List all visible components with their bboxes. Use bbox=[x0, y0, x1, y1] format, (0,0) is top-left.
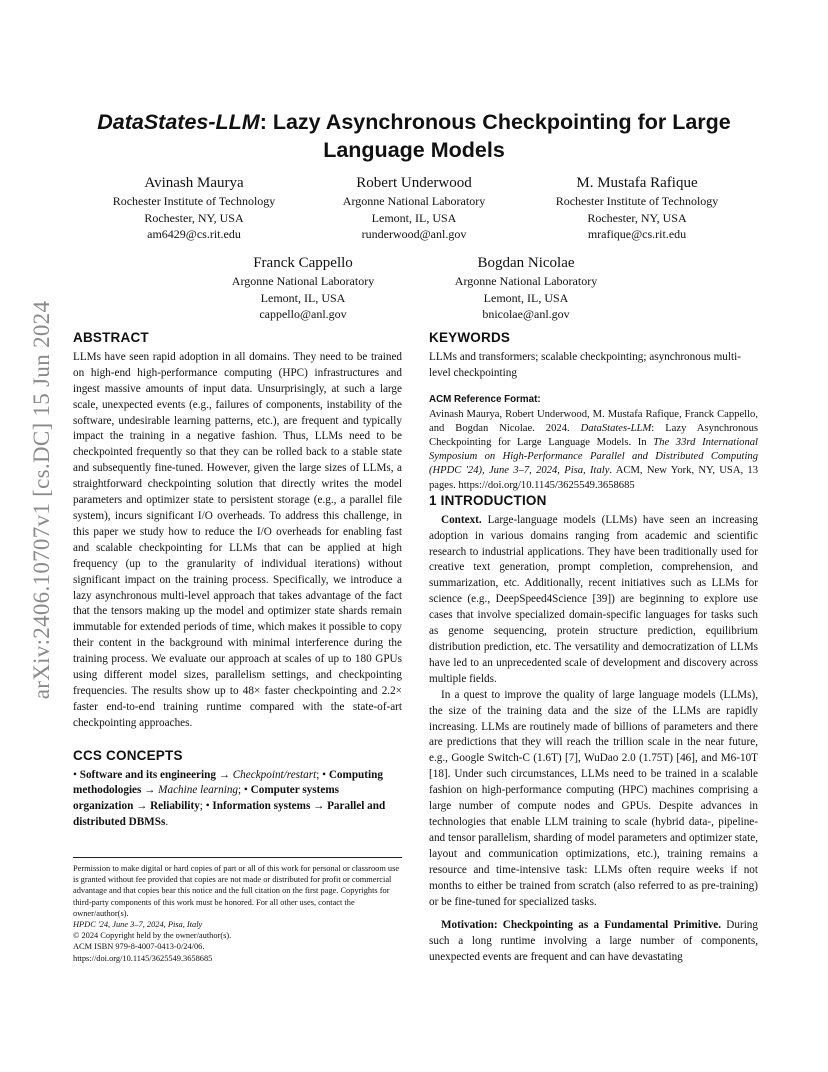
author-location: Lemont, IL, USA bbox=[371, 210, 457, 225]
author-block-2 bbox=[299, 173, 529, 243]
author-location: Lemont, IL, USA bbox=[483, 290, 569, 305]
conference-venue: HPDC '24, June 3–7, 2024, Pisa, Italy bbox=[73, 920, 203, 930]
author-block-5 bbox=[411, 253, 641, 323]
abstract-heading: ABSTRACT bbox=[73, 330, 149, 345]
paper-title bbox=[70, 108, 758, 164]
copyright-line: © 2024 Copyright held by the owner/author(s). bbox=[73, 931, 232, 941]
arxiv-identifier: arXiv:2406.10707v1 [cs.DC] 15 Jun 2024 bbox=[29, 300, 54, 700]
ccs-bullet: • bbox=[243, 784, 251, 797]
doi-link[interactable]: https://doi.org/10.1145/3625549.3658685 bbox=[73, 953, 213, 963]
left-column bbox=[73, 330, 402, 831]
author-email: am6429@cs.rit.edu bbox=[147, 227, 241, 241]
ccs-concept-bold: Computer systems organization → Reliability bbox=[73, 784, 339, 813]
keywords-heading: KEYWORDS bbox=[429, 330, 511, 345]
ccs-concept-italic: Machine learning bbox=[158, 784, 239, 797]
ccs-concepts-list bbox=[73, 768, 402, 832]
ccs-concept-bold: Information systems → Parallel and distributed DBMSs bbox=[73, 800, 386, 829]
ccs-separator: . bbox=[165, 816, 169, 829]
ccs-separator: ; bbox=[238, 784, 244, 797]
author-affiliation: Argonne National Laboratory bbox=[342, 194, 486, 208]
right-column bbox=[429, 330, 758, 966]
intro-context-text: Large-language models (LLMs) have seen an increasing adoption in various domains ranging from academic and scientific research to industrial applications. They have been traditionally used for creative text generation, prompt completion, comprehension, and summarization, etc. Additionally, recent initiatives such as LLMs for science (e.g., DeepSpeed4Science [39]) are beginning to explore use cases that involve specialized domain-specific languages for tasks such as genome sequencing, protein structure prediction, equilibrium distribution prediction, etc. The versatility and democratization of LLMs have led to an unprecedented scale of development and discovery across multiple fields. bbox=[429, 513, 758, 685]
ccs-bullet: • bbox=[205, 800, 213, 813]
abstract-text: LLMs have seen rapid adoption in all domains. They need to be trained on high-end high-performance computing (HPC) infrastructures and ingest massive amounts of input data. Unsurprisingly, at such a large scale, unexpected events (e.g., failures of components, instability of the software, undesirable learning patterns, etc.), are frequent and typically impact the training in a negative fashion. Thus, LLMs need to be checkpointed frequently so that they can be rolled back to a stable state and subsequently fine-tuned. However, given the large sizes of LLMs, a straightforward checkpointing solution that directly writes the model parameters and optimizer state to persistent storage (e.g., a parallel file system), incurs significant I/O overheads. To address this challenge, in this paper we study how to reduce the I/O overheads for enabling fast and scalable checkpointing for LLMs that can be applied at high frequency (up to the granularity of individual iterations) without significant impact on the training process. Specifically, we introduce a lazy asynchronous multi-level approach that takes advantage of the fact that the tensors making up the model and optimizer state shards remain immutable for extended periods of time, which makes it possible to copy their content in the background with minimal interference during the training process. We evaluate our approach at scales of up to 180 GPUs using different model sizes, parallelism settings, and checkpointing frequencies. The results show up to 48× faster checkpointing and 2.2× faster end-to-end training runtime compared with the state-of-art checkpointing approaches. bbox=[73, 350, 402, 729]
arxiv-side-stamp bbox=[22, 290, 62, 710]
ccs-concept-italic: Checkpoint/restart bbox=[232, 768, 317, 781]
ccs-separator: ; bbox=[199, 800, 206, 813]
ccs-concepts-section bbox=[73, 748, 402, 832]
author-block-3 bbox=[522, 173, 752, 243]
author-name: Avinash Maurya bbox=[144, 175, 244, 191]
author-email: mrafique@cs.rit.edu bbox=[587, 227, 687, 241]
author-email: runderwood@anl.gov bbox=[361, 227, 467, 241]
permission-footnote bbox=[73, 857, 402, 964]
permission-text: Permission to make digital or hard copies of part or all of this work for personal or classroom use is granted without fee provided that copies are not made or distributed for profit or commercial advantage and that copies bear this notice and the full citation on the first page. Copyrights for third-party components of this work must be honored. For all other uses, contact the owner/author(s). bbox=[73, 864, 400, 918]
ccs-concepts-heading: CCS CONCEPTS bbox=[73, 747, 183, 763]
author-email: bnicolae@anl.gov bbox=[482, 307, 570, 321]
intro-paragraph-context bbox=[429, 513, 758, 688]
ccs-concept-bold: Computing methodologies → bbox=[73, 768, 383, 797]
author-location: Rochester, NY, USA bbox=[144, 210, 244, 225]
author-email: cappello@anl.gov bbox=[259, 307, 347, 321]
author-affiliation: Argonne National Laboratory bbox=[231, 274, 375, 288]
intro-paragraph-motivation bbox=[429, 918, 758, 966]
intro-paragraph-quest: In a quest to improve the quality of large language models (LLMs), the size of the training data and the size of the LLMs are rapidly increasing. LLMs are routinely made of billions of parameters and there are predictions that they will reach the trillion scale in the near future, e.g., Google Switch-C (1.6T) [7], WuDao 2.0 (1.75T) [46], and M6-10T [18]. Under such circumstances, LLMs need to be trained in a scalable fashion on high-performance computing (HPC) machines comprising a large number of compute nodes and GPUs. Despite advances in technologies that enable LLM training to scale (hybrid data-, pipeline- and tensor parallelism, sharding of model parameters and optimizer state, layout and communication optimizations, etc.), training remains a resource and time-intensive task: LLMs often require weeks if not months to either be trained from scratch (also referred to as pre-training) or be fine-tuned for specialized tasks. bbox=[429, 688, 758, 908]
keywords-text: LLMs and transformers; scalable checkpointing; asynchronous multi-level checkpointing bbox=[429, 350, 741, 379]
ccs-separator: ; bbox=[316, 768, 323, 781]
author-affiliation: Argonne National Laboratory bbox=[454, 274, 598, 288]
ccs-bullet: • bbox=[322, 768, 329, 781]
intro-context-lead: Context. bbox=[441, 513, 482, 526]
acm-reference-text bbox=[429, 408, 758, 493]
author-name: Franck Cappello bbox=[253, 255, 353, 271]
ccs-concept-bold: Software and its engineering → bbox=[79, 768, 233, 781]
acm-reference-title: : Lazy Asynchronous Checkpointing for Large Language Models. In bbox=[429, 422, 758, 449]
author-affiliation: Rochester Institute of Technology bbox=[555, 194, 719, 208]
acm-reference-label: ACM Reference Format: bbox=[429, 393, 541, 405]
author-block-1 bbox=[79, 173, 309, 243]
acm-reference-authors: Avinash Maurya, Robert Underwood, M. Mustafa Rafique, Franck Cappello, and Bogdan Nicolae. 2024. bbox=[429, 408, 758, 434]
author-location: Lemont, IL, USA bbox=[260, 290, 346, 305]
ccs-bullet: • bbox=[73, 768, 80, 781]
intro-motivation-lead: Motivation: Checkpointing as a Fundamental Primitive. bbox=[441, 919, 722, 932]
paper-title-rest: : Lazy Asynchronous Checkpointing for Large Language Models bbox=[259, 110, 731, 162]
isbn-line: ACM ISBN 979-8-4007-0413-0/24/06. bbox=[73, 942, 205, 952]
author-affiliation: Rochester Institute of Technology bbox=[112, 194, 276, 208]
author-name: Bogdan Nicolae bbox=[477, 255, 575, 271]
author-block-4 bbox=[188, 253, 418, 323]
paper-title-system-name: DataStates-LLM bbox=[97, 110, 260, 134]
introduction-heading: 1 INTRODUCTION bbox=[429, 492, 547, 508]
author-location: Rochester, NY, USA bbox=[587, 210, 687, 225]
intro-motivation-text: During such a long runtime involving a large number of components, unexpected events are frequent and can have devastating bbox=[429, 919, 758, 964]
author-name: Robert Underwood bbox=[356, 175, 472, 191]
acm-reference-title-em: DataStates-LLM bbox=[580, 422, 652, 434]
acm-reference-venue: The 33rd International Symposium on High-Performance Parallel and Distributed Computing (HPDC '24), June 3–7, 2024, Pisa, Italy bbox=[429, 437, 758, 477]
acm-reference-tail: . ACM, New York, NY, USA, 13 pages. https://doi.org/10.1145/3625549.3658685 bbox=[429, 465, 758, 491]
author-name: M. Mustafa Rafique bbox=[576, 175, 698, 191]
